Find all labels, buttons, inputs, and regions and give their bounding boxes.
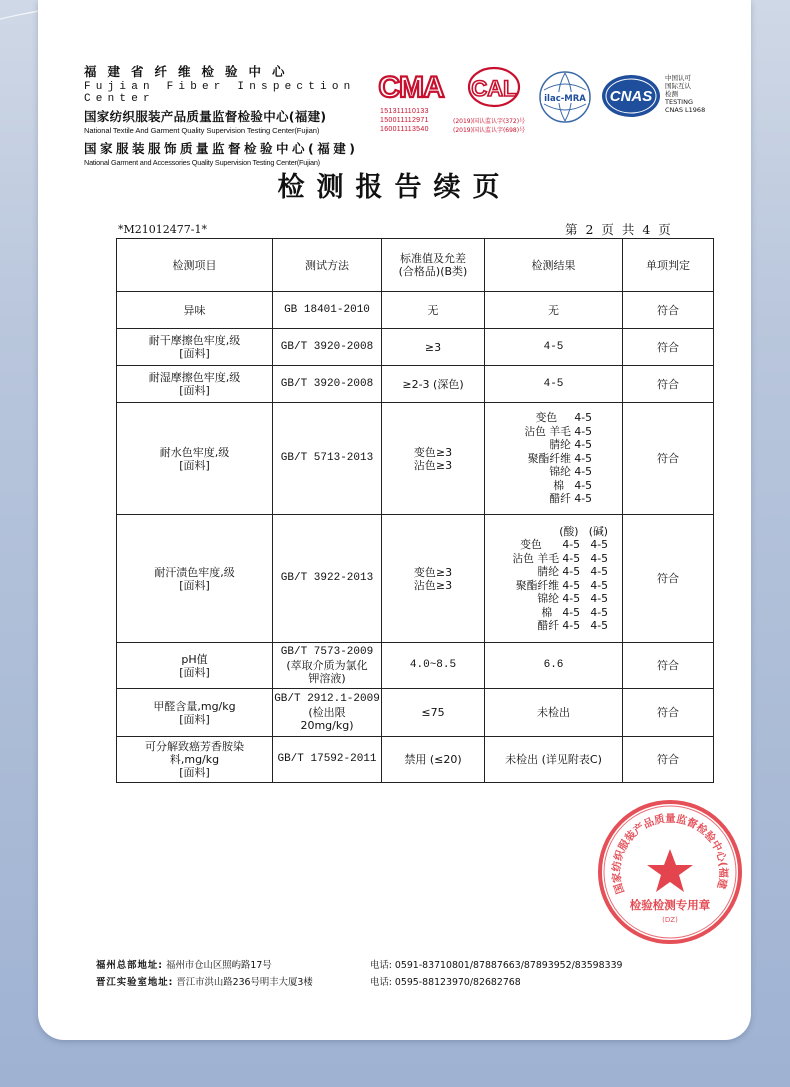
cnas-caption-1: 中国认可 xyxy=(665,74,691,82)
cell-item: 异味 xyxy=(117,292,273,329)
cell-item xyxy=(117,737,273,783)
cell-method: GB 18401-2010 xyxy=(273,292,382,329)
page-indicator: 第 2 页 共 4 页 xyxy=(565,222,673,237)
result-line: 聚酯纤维 4-5 4-5 xyxy=(515,578,608,592)
header-standard-line-2: (合格品)(B类) xyxy=(398,265,468,278)
table-header-row xyxy=(117,239,714,292)
cell-verdict: 符合 xyxy=(623,689,714,737)
institution-name-cn-3: 国家服装服饰质量监督检验中心(福建) xyxy=(84,141,359,156)
result-line: 变色 4-5 xyxy=(535,411,592,425)
cal-logo-text: CAL xyxy=(471,76,517,101)
cell-standard: ≤75 xyxy=(382,689,485,737)
cell-method-line-2: (萃取介质为氯化 xyxy=(286,659,368,672)
cma-logo xyxy=(376,68,446,108)
ilac-mra-logo xyxy=(538,70,592,128)
header-standard xyxy=(382,239,485,292)
institution-name-en-2: National Textile And Garment Quality Supervision Testing Center(Fujian) xyxy=(84,126,320,135)
cnas-caption xyxy=(665,74,705,114)
cal-codes xyxy=(453,117,525,135)
result-line: 腈纶 4-5 xyxy=(549,438,592,452)
cell-method-line-2: (检出限 xyxy=(308,706,346,719)
cell-method xyxy=(273,689,382,737)
official-seal xyxy=(595,797,745,951)
header-standard-line-1: 标准值及允差 xyxy=(400,252,466,265)
cell-result xyxy=(485,403,623,515)
header-item: 检测项目 xyxy=(117,239,273,292)
institution-header xyxy=(84,62,384,167)
cell-method: GB/T 3920-2008 xyxy=(273,366,382,403)
cell-item-name: 耐汗渍色牢度,级 xyxy=(154,565,235,579)
cell-method: GB/T 3920-2008 xyxy=(273,329,382,366)
cell-result: 未检出 (详见附表C) xyxy=(485,737,623,783)
cell-verdict: 符合 xyxy=(623,643,714,689)
footer-tel-value-2: 0595-88123970/82682768 xyxy=(394,977,521,988)
cell-standard-line-1: 变色≥3 xyxy=(413,445,453,459)
cell-item-sub: [面料] xyxy=(179,665,210,679)
footer-tel-label-1: 电话: xyxy=(370,960,392,971)
cma-code-1: 151311110133 xyxy=(380,108,429,115)
seal-bottom-text: 检验检测专用章 xyxy=(629,898,711,912)
cell-result xyxy=(485,515,623,643)
result-line: 醋纤 4-5 4-5 xyxy=(537,619,608,632)
cell-result: 6.6 xyxy=(485,643,623,689)
footer-jj-label: 晋江实验室地址: xyxy=(96,977,174,988)
footer-addresses xyxy=(96,957,313,991)
header-result: 检测结果 xyxy=(485,239,623,292)
cell-item-sub: [面料] xyxy=(179,766,210,779)
result-list xyxy=(485,525,608,633)
table-row xyxy=(117,329,714,366)
cell-method-line-3: 钾溶液) xyxy=(308,672,346,685)
cell-standard: ≥3 xyxy=(382,329,485,366)
footer-hq-address: 福州市仓山区照屿路17号 xyxy=(165,960,272,971)
cnas-caption-4: TESTING xyxy=(665,98,693,106)
cell-result: 4-5 xyxy=(485,329,623,366)
footer-tel-label-2: 电话: xyxy=(370,977,392,988)
cell-method: GB/T 3922-2013 xyxy=(273,515,382,643)
star-icon xyxy=(647,849,693,892)
cell-verdict: 符合 xyxy=(623,515,714,643)
footer-jj xyxy=(96,974,313,991)
cell-item-name: 耐湿摩擦色牢度,级 xyxy=(148,371,241,384)
footer-jj-address: 晋江市洪山路236号明丰大厦3楼 xyxy=(176,977,313,988)
result-list xyxy=(485,411,592,506)
cell-item-sub: 料,mg/kg xyxy=(169,753,220,766)
cnas-caption-2: 国际互认 xyxy=(665,82,691,90)
footer-tel-value-1: 0591-83710801/87887663/87893952/83598339 xyxy=(394,960,623,971)
cell-method-line-1: GB/T 2912.1-2009 xyxy=(274,693,380,705)
result-line: 聚酯纤维 4-5 xyxy=(527,451,592,465)
cell-item-sub: [面料] xyxy=(179,712,210,726)
result-line: 棉 4-5 xyxy=(553,478,592,492)
institution-name-en-3: National Garment and Accessories Quality Supervision Testing Center(Fujian) xyxy=(84,158,320,167)
cell-method-line-3: 20mg/kg) xyxy=(300,719,354,732)
header-method: 测试方法 xyxy=(273,239,382,292)
cma-code-2: 150011112971 xyxy=(380,117,429,124)
footer-hq xyxy=(96,957,313,974)
cma-codes xyxy=(380,107,429,134)
cnas-caption-3: 检测 xyxy=(665,90,678,98)
result-line: 沾色 羊毛 4-5 xyxy=(524,424,592,438)
result-line: 醋纤 4-5 xyxy=(549,492,592,506)
cell-item xyxy=(117,403,273,515)
cell-item-name: pH值 xyxy=(181,652,208,666)
result-line: 腈纶 4-5 4-5 xyxy=(537,565,608,578)
institution-name-cn-2: 国家纺织服装产品质量监督检验中心(福建) xyxy=(84,109,327,124)
cell-item xyxy=(117,643,273,689)
cal-code-1: (2019)国认监认字(372)号 xyxy=(453,118,526,125)
result-line: 沾色 羊毛 4-5 4-5 xyxy=(512,551,608,565)
cell-standard xyxy=(382,403,485,515)
institution-name-en-1: Fujian Fiber Inspection Center xyxy=(84,81,356,105)
cell-standard: 4.0~8.5 xyxy=(382,643,485,689)
cell-standard-line-2: 沾色≥3 xyxy=(413,578,453,592)
certification-logos xyxy=(376,66,751,156)
result-line: 锦纶 4-5 4-5 xyxy=(537,592,608,605)
test-results-table xyxy=(116,238,714,783)
seal-ring-text: 国家纺织服装产品质量监督检验中心(福建 xyxy=(610,812,730,896)
cell-item-sub: [面料] xyxy=(179,578,210,592)
cma-logo-text: CMA xyxy=(378,71,444,104)
table-row xyxy=(117,737,714,783)
result-line: 棉 4-5 4-5 xyxy=(541,605,608,619)
cell-standard: 无 xyxy=(382,292,485,329)
cell-result: 4-5 xyxy=(485,366,623,403)
cell-item-name: 可分解致癌芳香胺染 xyxy=(145,740,244,753)
cell-verdict: 符合 xyxy=(623,329,714,366)
cell-item-name: 耐水色牢度,级 xyxy=(159,445,230,459)
cell-item-sub: [面料] xyxy=(179,458,210,472)
institution-name-cn-1: 福建省纤维检验中心 xyxy=(84,64,296,79)
cell-item-sub: [面料] xyxy=(179,384,210,397)
cell-method xyxy=(273,643,382,689)
report-title: 检测报告续页 xyxy=(277,172,512,203)
cnas-logo xyxy=(600,72,662,124)
cell-item-sub: [面料] xyxy=(179,347,210,360)
table-row xyxy=(117,643,714,689)
table-row xyxy=(117,403,714,515)
result-line: 变色 4-5 4-5 xyxy=(520,538,608,551)
cell-result: 未检出 xyxy=(485,689,623,737)
cma-code-3: 160011113540 xyxy=(380,126,429,133)
cell-verdict: 符合 xyxy=(623,366,714,403)
cell-item-name: 耐干摩擦色牢度,级 xyxy=(148,334,241,347)
table-row xyxy=(117,292,714,329)
footer-phones xyxy=(370,957,623,991)
cell-item-name: 甲醛含量,mg/kg xyxy=(153,699,236,713)
cell-standard-line-2: 沾色≥3 xyxy=(413,458,453,472)
footer-tel-1 xyxy=(370,957,623,974)
cell-standard: ≥2-3 (深色) xyxy=(382,366,485,403)
cell-standard: 禁用 (≤20) xyxy=(382,737,485,783)
footer-tel-2 xyxy=(370,974,623,991)
cell-verdict: 符合 xyxy=(623,292,714,329)
report-number: *M21012477-1* xyxy=(118,223,207,236)
seal-code: (DZ) xyxy=(662,916,678,924)
cell-verdict: 符合 xyxy=(623,403,714,515)
cal-code-2: (2019)国认监认字(698)号 xyxy=(453,127,526,134)
cell-item xyxy=(117,366,273,403)
cell-method: GB/T 5713-2013 xyxy=(273,403,382,515)
cell-standard xyxy=(382,515,485,643)
footer-hq-label: 福州总部地址: xyxy=(96,960,163,971)
cell-item xyxy=(117,689,273,737)
cell-item xyxy=(117,515,273,643)
cnas-logo-text: CNAS xyxy=(609,88,653,105)
cell-method-line-1: GB/T 7573-2009 xyxy=(280,646,374,658)
table-row xyxy=(117,689,714,737)
header-verdict: 单项判定 xyxy=(623,239,714,292)
cell-result: 无 xyxy=(485,292,623,329)
result-line: (酸) (碱) xyxy=(559,524,608,538)
report-sheet xyxy=(38,0,751,1040)
table-row xyxy=(117,366,714,403)
cell-item xyxy=(117,329,273,366)
cell-standard-line-1: 变色≥3 xyxy=(413,565,453,579)
result-line: 锦纶 4-5 xyxy=(549,465,592,479)
ilac-logo-text: ilac-MRA xyxy=(544,94,586,104)
cnas-caption-5: CNAS L1968 xyxy=(665,106,706,114)
cell-method: GB/T 17592-2011 xyxy=(273,737,382,783)
cell-verdict: 符合 xyxy=(623,737,714,783)
table-row xyxy=(117,515,714,643)
cal-logo xyxy=(466,66,522,114)
